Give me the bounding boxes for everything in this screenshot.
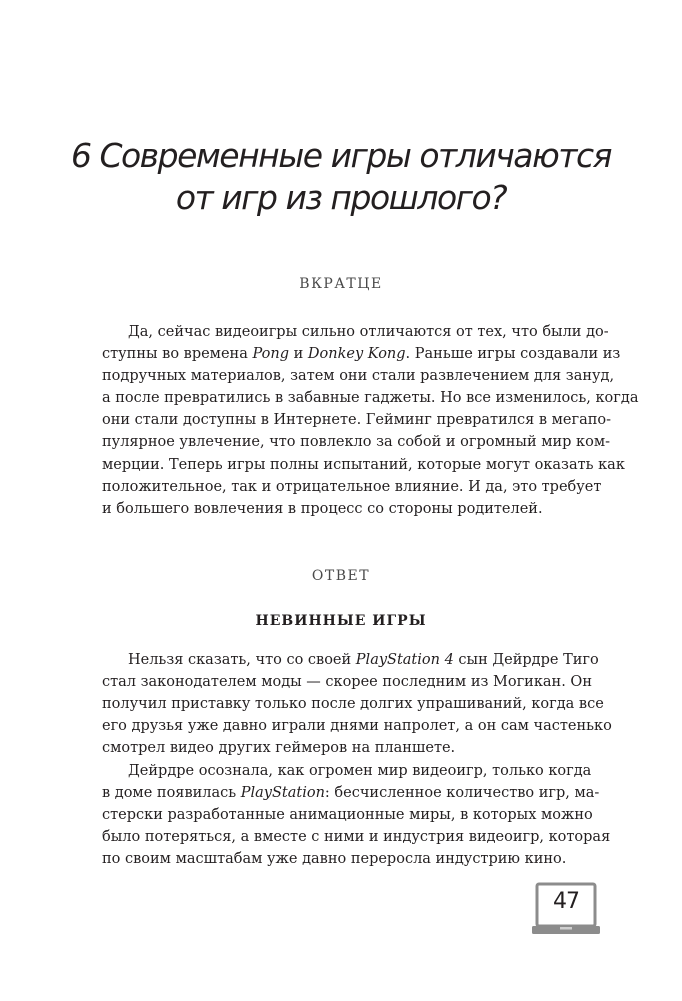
text-fragment: : бесчисленное количество игр, ма-	[324, 785, 600, 802]
text-line: по своим масштабам уже давно переросла индустрию кино.	[102, 851, 567, 868]
text-line: смотрел видео других геймеров на планшете.	[102, 740, 456, 757]
text-line: а после превратились в забавные гаджеты. Но все изменилось, когда	[102, 390, 639, 407]
text-line: Дейрдре осознала, как огромен мир видеоигр, только когда	[128, 763, 592, 779]
text-line	[102, 782, 600, 804]
text-fragment: и	[289, 346, 308, 363]
text-fragment: Нельзя сказать, что со своей	[128, 652, 356, 668]
product-name-playstation: PlayStation	[240, 785, 325, 802]
answer-paragraph-1	[102, 649, 612, 759]
text-fragment: в доме появилась	[102, 785, 241, 802]
page-number: 47	[553, 889, 579, 914]
text-line: стерски разработанные анимационные миры, в которых можно	[102, 807, 593, 824]
summary-paragraph	[102, 321, 639, 520]
text-line: и большего вовлечения в процесс со стороны родителей.	[102, 500, 543, 517]
game-title-pong: Pong	[252, 346, 289, 363]
text-line: мерции. Теперь игры полны испытаний, которые могут оказать как	[102, 456, 625, 473]
text-line: они стали доступны в Интернете. Гейминг превратился в мегапо-	[102, 412, 612, 429]
text-line: получил приставку только после долгих упрашиваний, когда все	[102, 696, 604, 713]
text-line: Да, сейчас видеоигры сильно отличаются от тех, что были до-	[128, 324, 609, 340]
text-line: пулярное увлечение, что повлекло за собой и огромный мир ком-	[102, 434, 611, 451]
text-fragment: ступны во времена	[102, 346, 253, 363]
text-line	[102, 649, 599, 671]
answer-paragraph-2	[102, 760, 611, 870]
text-line	[102, 343, 621, 365]
game-title-donkey-kong: Donkey Kong	[307, 346, 406, 363]
answer-heading: ОТВЕТ	[311, 568, 371, 584]
text-fragment: . Раньше игры создавали из	[405, 346, 621, 363]
text-line: было потеряться, а вместе с ними и индустрия видеоигр, которая	[102, 829, 611, 846]
product-name-ps4: PlayStation 4	[355, 652, 454, 668]
text-line: положительное, так и отрицательное влияние. И да, это требует	[102, 478, 602, 495]
text-line: его друзья уже давно играли днями напролет, а он сам частенько	[102, 718, 612, 735]
text-line: подручных материалов, затем они стали развлечением для зануд,	[102, 368, 615, 385]
text-line: стал законодателем моды — скорее последним из Могикан. Он	[102, 674, 592, 691]
summary-heading: ВКРАТЦЕ	[299, 276, 383, 292]
text-fragment: сын Дейрдре Тиго	[453, 652, 599, 668]
section-subheading: НЕВИННЫЕ ИГРЫ	[255, 613, 427, 629]
chapter-title-line-2: от игр из прошлого?	[175, 178, 507, 217]
chapter-title-line-1: 6 Современные игры отличаются	[70, 136, 612, 175]
